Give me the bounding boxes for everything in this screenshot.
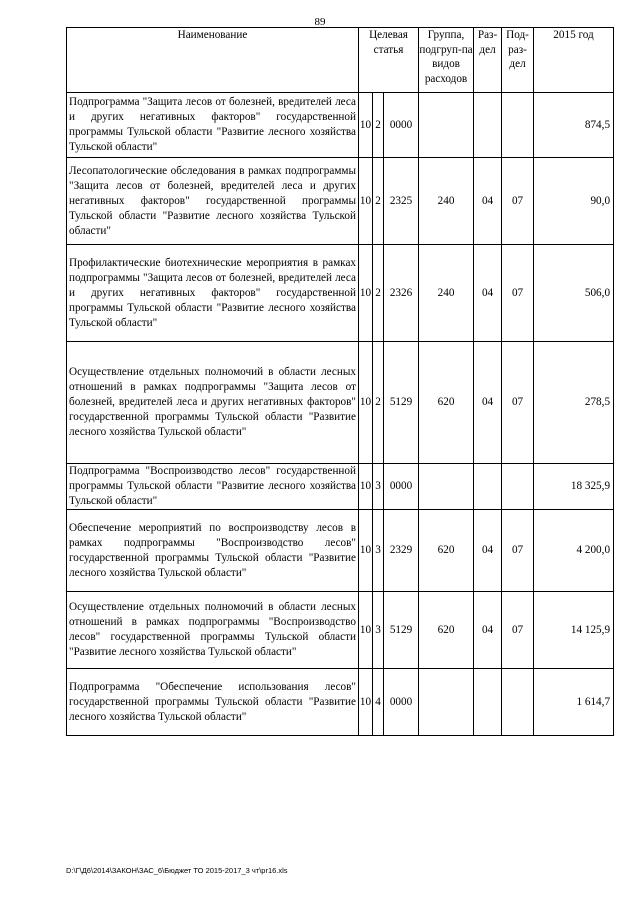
row-name: Лесопатологические обследования в рамках подпрограммы "Защита лесов от болезней, вредителей леса и других негативных факторов" государственной программы Тульской области "Развитие лесного хозяйства Тульской области": [67, 158, 359, 245]
table-body: [67, 93, 614, 736]
target-article-code: 5129: [384, 342, 419, 464]
amount-2015: 90,0: [534, 158, 614, 245]
subsection: [502, 669, 534, 736]
amount-2015: 14 125,9: [534, 592, 614, 669]
section: 04: [474, 510, 502, 592]
table-row: [67, 158, 614, 245]
target-article-program: 10: [359, 592, 373, 669]
section: [474, 669, 502, 736]
section: [474, 93, 502, 158]
page-number: 89: [314, 16, 326, 28]
target-article-code: 0000: [384, 669, 419, 736]
subsection: [502, 464, 534, 510]
expense-group: [419, 93, 474, 158]
table-row: [67, 464, 614, 510]
subsection: 07: [502, 158, 534, 245]
header-target-article: Целевая статья: [359, 28, 419, 93]
subsection: 07: [502, 592, 534, 669]
target-article-code: 2329: [384, 510, 419, 592]
expense-group: 620: [419, 510, 474, 592]
target-article-program: 10: [359, 158, 373, 245]
amount-2015: 4 200,0: [534, 510, 614, 592]
file-path-footer: D:\Г\Д6\2014\ЗАКОН\ЗАС_6\Бюджет ТО 2015-2017_3 чт\pr16.xls: [66, 866, 288, 875]
table-row: [67, 93, 614, 158]
header-row: [67, 28, 614, 93]
section: 04: [474, 158, 502, 245]
row-name: Подпрограмма "Защита лесов от болезней, вредителей леса и других негативных факторов" государственной программы Тульской области "Развитие лесного хозяйства Тульской области": [67, 93, 359, 158]
amount-2015: 18 325,9: [534, 464, 614, 510]
target-article-subprogram: 2: [373, 93, 384, 158]
amount-2015: 278,5: [534, 342, 614, 464]
amount-2015: 1 614,7: [534, 669, 614, 736]
table-row: [67, 342, 614, 464]
expense-group: 240: [419, 245, 474, 342]
row-name: Обеспечение мероприятий по воспроизводству лесов в рамках подпрограммы "Воспроизводство лесов" государственной программы Тульской области "Развитие лесного хозяйства Тульской области": [67, 510, 359, 592]
table-row: [67, 510, 614, 592]
section: [474, 464, 502, 510]
target-article-program: 10: [359, 93, 373, 158]
target-article-subprogram: 2: [373, 245, 384, 342]
target-article-program: 10: [359, 510, 373, 592]
subsection: 07: [502, 510, 534, 592]
expense-group: [419, 669, 474, 736]
target-article-subprogram: 3: [373, 464, 384, 510]
expense-group: 620: [419, 342, 474, 464]
row-name: Подпрограмма "Обеспечение использования лесов" государственной программы Тульской области "Развитие лесного хозяйства Тульской области": [67, 669, 359, 736]
row-name: Осуществление отдельных полномочий в области лесных отношений в рамках подпрограммы "Защита лесов от болезней, вредителей леса и других негативных факторов" государственной программы Тульской области "Развитие лесного хозяйства Тульской области": [67, 342, 359, 464]
target-article-subprogram: 2: [373, 158, 384, 245]
target-article-program: 10: [359, 669, 373, 736]
header-subsection: Под-раз-дел: [502, 28, 534, 93]
target-article-subprogram: 2: [373, 342, 384, 464]
table-row: [67, 592, 614, 669]
target-article-code: 5129: [384, 592, 419, 669]
target-article-program: 10: [359, 464, 373, 510]
amount-2015: 874,5: [534, 93, 614, 158]
target-article-program: 10: [359, 245, 373, 342]
expense-group: 240: [419, 158, 474, 245]
header-name: Наименование: [67, 28, 359, 93]
amount-2015: 506,0: [534, 245, 614, 342]
section: 04: [474, 245, 502, 342]
target-article-code: 0000: [384, 464, 419, 510]
target-article-program: 10: [359, 342, 373, 464]
subsection: 07: [502, 342, 534, 464]
target-article-code: 0000: [384, 93, 419, 158]
table-row: [67, 669, 614, 736]
header-section: Раз-дел: [474, 28, 502, 93]
target-article-code: 2326: [384, 245, 419, 342]
target-article-subprogram: 3: [373, 510, 384, 592]
section: 04: [474, 592, 502, 669]
table-row: [67, 245, 614, 342]
row-name: Профилактические биотехнические мероприятия в рамках подпрограммы "Защита лесов от болезней, вредителей леса и других негативных факторов" государственной программы Тульской области "Развитие лесного хозяйства Тульской области": [67, 245, 359, 342]
target-article-subprogram: 4: [373, 669, 384, 736]
target-article-code: 2325: [384, 158, 419, 245]
row-name: Осуществление отдельных полномочий в области лесных отношений в рамках подпрограммы "Воспроизводство лесов" государственной программы Тульской области "Развитие лесного хозяйства Тульской области": [67, 592, 359, 669]
expense-group: [419, 464, 474, 510]
row-name: Подпрограмма "Воспроизводство лесов" государственной программы Тульской области "Развитие лесного хозяйства Тульской области": [67, 464, 359, 510]
header-group: Группа, подгруп-па видов расходов: [419, 28, 474, 93]
subsection: 07: [502, 245, 534, 342]
budget-table: [66, 27, 614, 736]
header-year: 2015 год: [534, 28, 614, 93]
section: 04: [474, 342, 502, 464]
subsection: [502, 93, 534, 158]
expense-group: 620: [419, 592, 474, 669]
target-article-subprogram: 3: [373, 592, 384, 669]
